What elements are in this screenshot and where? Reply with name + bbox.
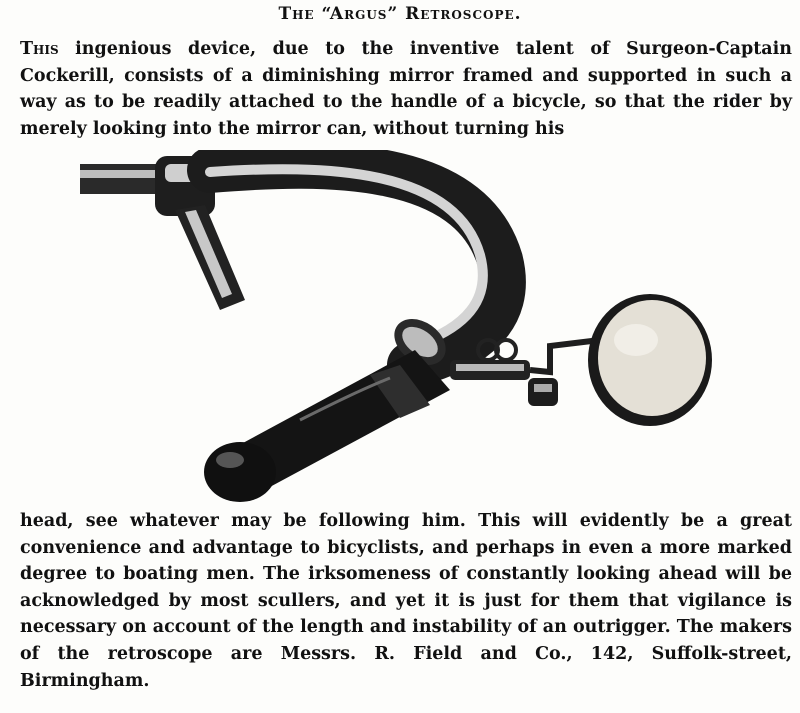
handlebar-mirror-illustration <box>70 150 730 510</box>
handlebar-grip <box>204 350 450 502</box>
article-paragraph-bottom: head, see whatever may be following him. This will evidently be a great convenience and advantage to bicyclists, and perhaps in even a more marked degree to boating men. The irksomeness of constantly looking ahead will be acknowledged by most scullers, and yet it is just for them that vigilance is necessary on account of the length and instability of an outrigger. The makers of the retroscope are Messrs. R. Field and Co., 142, Suffolk-street, Birmingham. <box>20 511 792 691</box>
article-paragraph-top <box>20 36 792 142</box>
round-mirror <box>588 294 712 426</box>
article-title: The “Argus” Retroscope. <box>278 4 522 24</box>
handlebar-bar <box>80 156 503 374</box>
paragraph-top-text: ingenious device, due to the inventive talent of Surgeon-Captain Cockerill, consists of a diminishing mirror framed and supported in such a way as to be readily attached to the handle of a bicycle, so that the rider by merely looking into the mirror can, without turning his <box>20 39 792 139</box>
opening-word: This <box>20 39 59 59</box>
